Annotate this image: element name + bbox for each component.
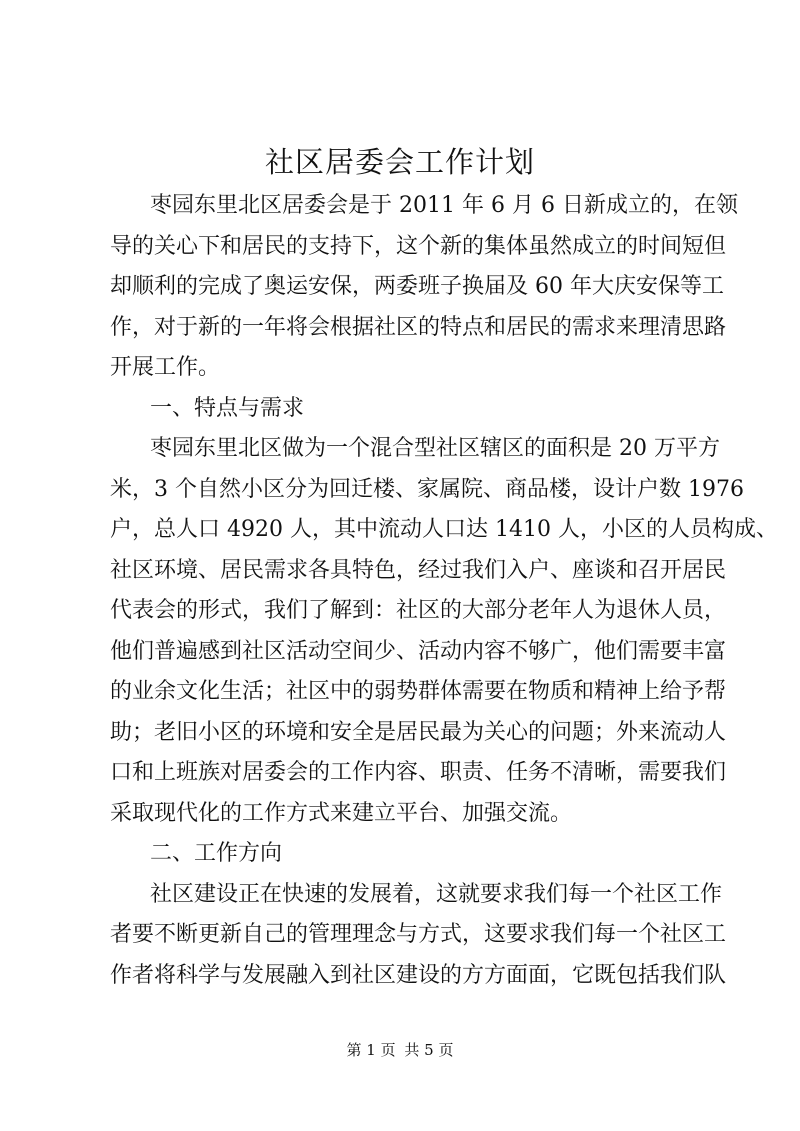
paragraph-2-line-3: 户，总人口 4920 人，其中流动人口达 1410 人，小区的人员构成、 xyxy=(110,517,778,542)
paragraph-2-line-6: 他们普遍感到社区活动空间少、活动内容不够广，他们需要丰富 xyxy=(110,638,727,664)
paragraph-1-line-4: 作，对于新的一年将会根据社区的特点和居民的需求来理清思路 xyxy=(110,314,727,340)
section-heading-1: 一、特点与需求 xyxy=(150,395,305,421)
page-footer xyxy=(0,1040,800,1060)
document-title: 社区居委会工作计划 xyxy=(264,145,535,179)
paragraph-2-line-8: 助；老旧小区的环境和安全是居民最为关心的问题；外来流动人 xyxy=(110,719,727,745)
page-total: 共 5 页 xyxy=(404,1041,454,1059)
document-body xyxy=(110,186,778,996)
paragraph-2-line-5: 代表会的形式，我们了解到：社区的大部分老年人为退休人员， xyxy=(110,598,727,623)
paragraph-2-line-10: 采取现代化的工作方式来建立平台、加强交流。 xyxy=(110,800,573,826)
paragraph-3-line-2: 者要不断更新自己的管理理念与方式，这要求我们每一个社区工 xyxy=(110,922,727,947)
paragraph-3-line-1: 社区建设正在快速的发展着，这就要求我们每一个社区工作 xyxy=(150,881,723,907)
paragraph-2-line-1: 枣园东里北区做为一个混合型社区辖区的面积是 20 万平方 xyxy=(150,436,720,461)
paragraph-1-line-5: 开展工作。 xyxy=(110,355,221,380)
page-number: 第 1 页 xyxy=(346,1041,396,1059)
paragraph-2-line-9: 口和上班族对居委会的工作内容、职责、任务不清晰，需要我们 xyxy=(110,760,727,785)
paragraph-1-line-3: 却顺利的完成了奥运安保，两委班子换届及 60 年大庆安保等工 xyxy=(110,274,724,299)
paragraph-3-line-3: 作者将科学与发展融入到社区建设的方方面面，它既包括我们队 xyxy=(110,962,727,988)
paragraph-2-line-4: 社区环境、居民需求各具特色，经过我们入户、座谈和召开居民 xyxy=(110,557,727,583)
paragraph-1-line-2: 导的关心下和居民的支持下，这个新的集体虽然成立的时间短但 xyxy=(110,233,727,259)
paragraph-2-line-7: 的业余文化生活；社区中的弱势群体需要在物质和精神上给予帮 xyxy=(110,679,727,704)
paragraph-2-line-2: 米，3 个自然小区分为回迁楼、家属院、商品楼，设计户数 1976 xyxy=(110,476,744,502)
paragraph-1-line-1: 枣园东里北区居委会是于 2011 年 6 月 6 日新成立的，在领 xyxy=(150,193,738,218)
section-heading-2: 二、工作方向 xyxy=(150,841,283,866)
